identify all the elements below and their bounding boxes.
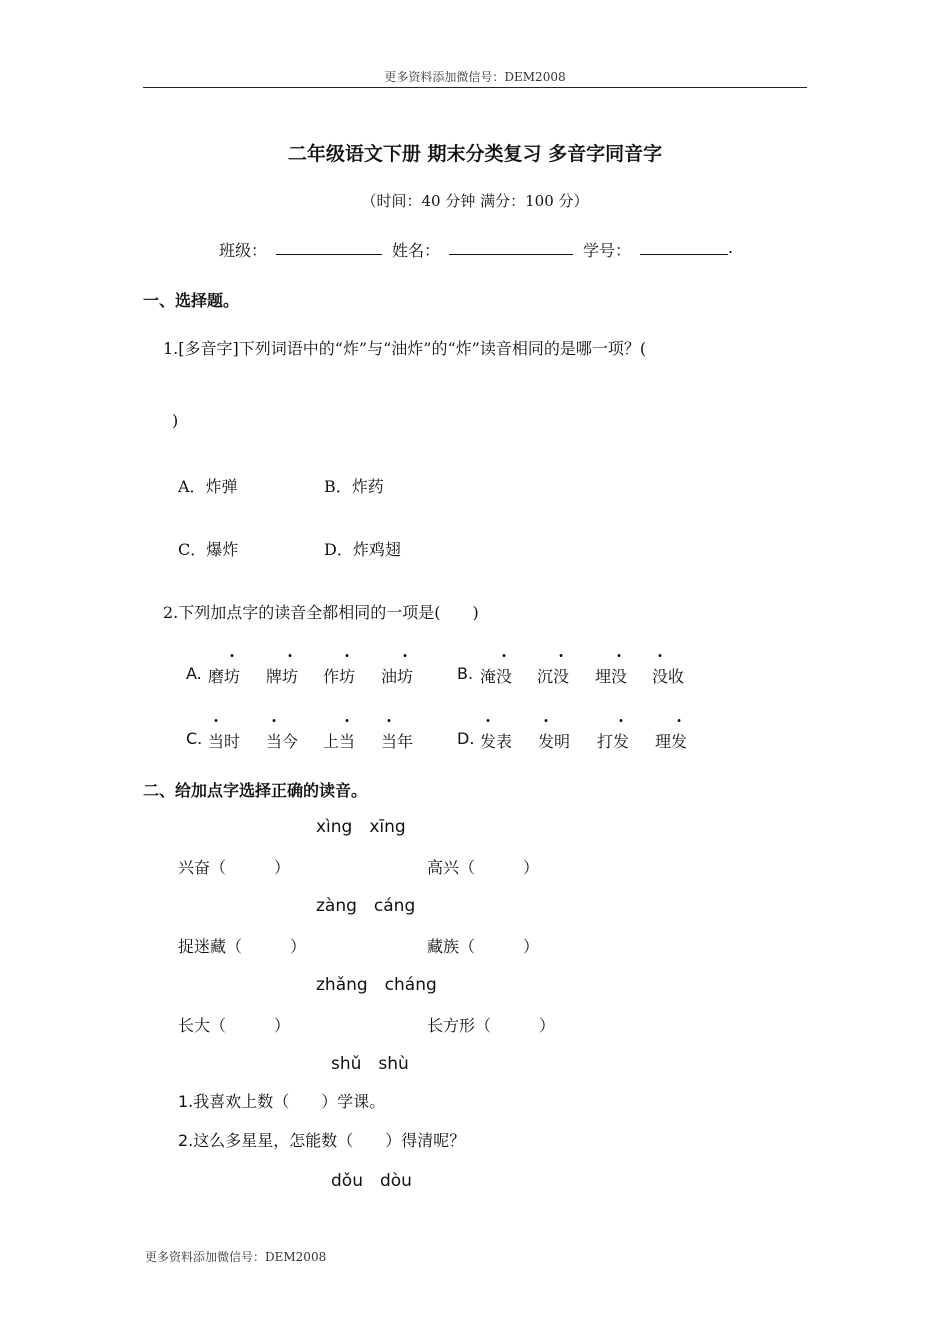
emphasis-dot: 发 <box>613 732 630 751</box>
word-blank-3a[interactable]: 长大（ ） <box>178 1016 291 1035</box>
q2-option-d-word: 理发 <box>655 729 687 752</box>
emphasis-dot: 当 <box>339 732 356 751</box>
q2-option-d-word: 发明 <box>538 729 570 752</box>
emphasis-dot: 发 <box>538 732 555 751</box>
pinyin-choices-2: zàng cáng <box>316 896 416 916</box>
q2-option-d-label[interactable]: D. <box>457 729 475 748</box>
q2-option-a-word: 牌坊 <box>266 664 298 687</box>
q2-option-c-label[interactable]: C. <box>186 729 203 748</box>
emphasis-dot: 没 <box>611 667 628 686</box>
name-label: 姓名： <box>392 241 441 260</box>
word-blank-3b[interactable]: 长方形（ ） <box>427 1016 556 1035</box>
q2-option-b-word: 埋没 <box>595 664 627 687</box>
emphasis-dot: 没 <box>553 667 570 686</box>
q2-option-c-word: 当时 <box>208 729 240 752</box>
class-blank[interactable] <box>276 240 382 255</box>
word-blank-2b[interactable]: 藏族（ ） <box>427 937 540 956</box>
page-title: 二年级语文下册 期末分类复习 多音字同音字 <box>287 143 663 165</box>
question-2-text: 2.下列加点字的读音全都相同的一项是( ) <box>163 603 479 622</box>
q2-option-b-word: 淹没 <box>480 664 512 687</box>
emphasis-dot: 发 <box>480 732 497 751</box>
emphasis-dot: 坊 <box>397 667 414 686</box>
q1-option-c[interactable]: C．爆炸 <box>178 540 239 559</box>
q1-option-a[interactable]: A．炸弹 <box>178 477 238 496</box>
q2-option-d-word: 打发 <box>597 729 629 752</box>
q2-option-a-label[interactable]: A. <box>186 664 202 683</box>
pinyin-choices-3: zhǎng cháng <box>316 975 437 995</box>
word-blank-1b[interactable]: 高兴（ ） <box>427 858 540 877</box>
section-1-heading: 一、选择题。 <box>143 291 240 310</box>
q2-option-c-word: 上当 <box>323 729 355 752</box>
word-blank-1a[interactable]: 兴奋（ ） <box>178 858 291 877</box>
name-blank[interactable] <box>449 240 573 255</box>
pinyin-choices-4: shǔ shù <box>331 1054 409 1074</box>
pinyin-choices-5: dǒu dòu <box>331 1171 412 1191</box>
emphasis-dot: 没 <box>652 667 669 686</box>
sentence-blank-1[interactable]: 1.我喜欢上数（ ）学课。 <box>178 1092 386 1111</box>
emphasis-dot: 坊 <box>282 667 299 686</box>
class-label: 班级： <box>219 241 268 260</box>
q1-option-d[interactable]: D．炸鸡翅 <box>324 540 401 559</box>
page-footer: 更多资料添加微信号：DEM2008 <box>145 1250 327 1264</box>
sentence-blank-2[interactable]: 2.这么多星星，怎能数（ ）得清呢？ <box>178 1131 466 1150</box>
q2-option-a-word: 油坊 <box>381 664 413 687</box>
page-header: 更多资料添加微信号：DEM2008 <box>384 70 566 84</box>
word-blank-2a[interactable]: 捉迷藏（ ） <box>178 937 307 956</box>
question-1-text: 1.[多音字]下列词语中的“炸”与“油炸”的“炸”读音相同的是哪一项？( <box>163 339 647 358</box>
emphasis-dot: 当 <box>381 732 398 751</box>
q2-option-b-label[interactable]: B. <box>457 664 474 683</box>
exam-subtitle: （时间：40 分钟 满分：100 分） <box>361 192 589 210</box>
q2-option-c-word: 当今 <box>266 729 298 752</box>
student-id-label: 学号： <box>583 241 632 260</box>
q2-option-a-word: 磨坊 <box>208 664 240 687</box>
q2-option-d-word: 发表 <box>480 729 512 752</box>
student-id-blank[interactable] <box>640 240 728 255</box>
emphasis-dot: 发 <box>671 732 688 751</box>
emphasis-dot: 没 <box>496 667 513 686</box>
q1-option-b[interactable]: B．炸药 <box>324 477 384 496</box>
emphasis-dot: 当 <box>208 732 225 751</box>
section-2-heading: 二、给加点字选择正确的读音。 <box>143 781 368 800</box>
question-1-close: ) <box>172 411 179 430</box>
info-end-mark: . <box>728 238 734 257</box>
header-divider <box>143 87 807 88</box>
pinyin-choices-1: xìng xīng <box>316 817 406 837</box>
q2-option-a-word: 作坊 <box>323 664 355 687</box>
emphasis-dot: 坊 <box>339 667 356 686</box>
q2-option-b-word: 没收 <box>652 664 684 687</box>
q2-option-c-word: 当年 <box>381 729 413 752</box>
q2-option-b-word: 沉没 <box>537 664 569 687</box>
emphasis-dot: 坊 <box>224 667 241 686</box>
emphasis-dot: 当 <box>266 732 283 751</box>
